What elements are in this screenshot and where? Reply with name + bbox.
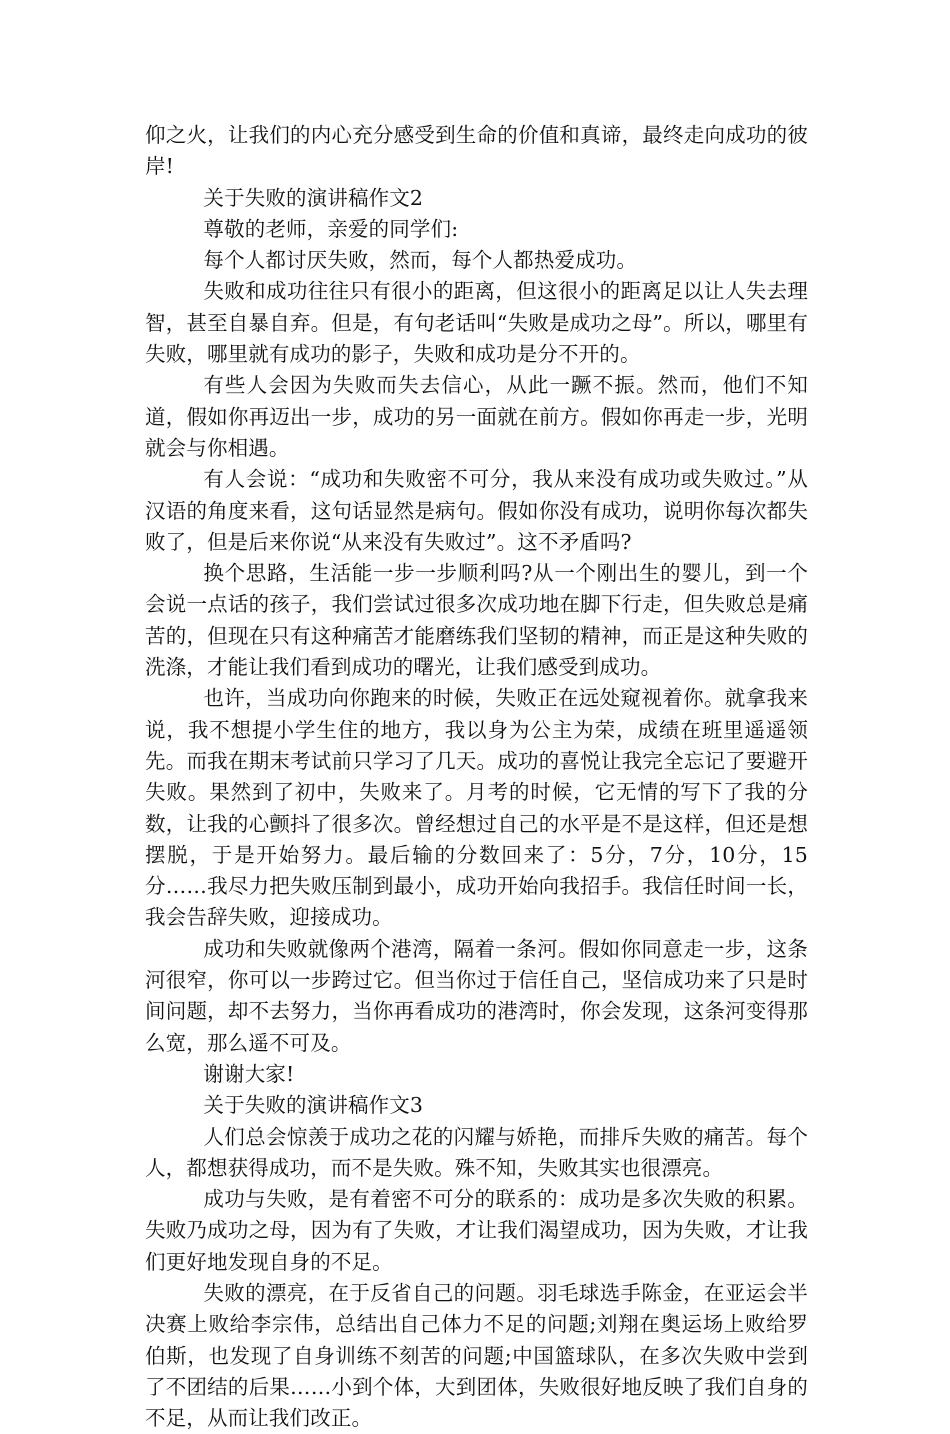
document-body — [145, 120, 808, 1434]
paragraph: 成功与失败，是有着密不可分的联系的：成功是多次失败的积累。失败乃成功之母，因为有了失败，才让我们渴望成功，因为失败，才让我们更好地发现自身的不足。 — [145, 1187, 808, 1274]
salutation: 尊敬的老师，亲爱的同学们: — [203, 216, 459, 241]
section-heading: 关于失败的演讲稿作文3 — [203, 1093, 424, 1118]
paragraph: 成功和失败就像两个港湾，隔着一条河。假如你同意走一步，这条河很窄，你可以一步跨过它。但当你过于信任自己，坚信成功来了只是时间问题，却不去努力，当你再看成功的港湾时，你会发现，这条河变得那么宽，那么遥不可及。 — [145, 936, 808, 1055]
paragraph: 有些人会因为失败而失去信心，从此一蹶不振。然而，他们不知道，假如你再迈出一步，成功的另一面就在前方。假如你再走一步，光明就会与你相遇。 — [145, 373, 808, 460]
paragraph: 失败的漂亮，在于反省自己的问题。羽毛球选手陈金，在亚运会半决赛上败给李宗伟，总结出自己体力不足的问题;刘翔在奥运场上败给罗伯斯，也发现了自身训练不刻苦的问题;中国篮球队，在多次失败中尝到了不团结的后果……小到个体，大到团体，失败很好地反映了我们自身的不足，从而让我们改正。 — [145, 1280, 808, 1431]
section-heading: 关于失败的演讲稿作文2 — [203, 185, 424, 210]
paragraph: 换个思路，生活能一步一步顺利吗?从一个刚出生的婴儿，到一个会说一点话的孩子，我们尝试过很多次成功地在脚下行走，但失败总是痛苦的，但现在只有这种痛苦才能磨练我们坚韧的精神，而正是这种失败的洗涤，才能让我们看到成功的曙光，让我们感受到成功。 — [145, 561, 808, 680]
paragraph: 仰之火，让我们的内心充分感受到生命的价值和真谛，最终走向成功的彼岸! — [145, 123, 808, 179]
paragraph: 每个人都讨厌失败，然而，每个人都热爱成功。 — [203, 248, 638, 273]
closing-line: 谢谢大家! — [203, 1061, 295, 1086]
paragraph: 有人会说：“成功和失败密不可分，我从来没有成功或失败过。”从汉语的角度来看，这句话显然是病句。假如你没有成功，说明你每次都失败了，但是后来你说“从来没有失败过”。这不矛盾吗? — [145, 467, 808, 554]
paragraph: 失败和成功往往只有很小的距离，但这很小的距离足以让人失去理智，甚至自暴自弃。但是，有句老话叫“失败是成功之母”。所以，哪里有失败，哪里就有成功的影子，失败和成功是分不开的。 — [145, 279, 808, 367]
paragraph: 人们总会惊羡于成功之花的闪耀与娇艳，而排斥失败的痛苦。每个人，都想获得成功，而不是失败。殊不知，失败其实也很漂亮。 — [145, 1124, 808, 1180]
paragraph: 也许，当成功向你跑来的时候，失败正在远处窥视着你。就拿我来说，我不想提小学生住的地方，我以身为公主为荣，成绩在班里遥遥领先。而我在期末考试前只学习了几天。成功的喜悦让我完全忘记了要避开失败。果然到了初中，失败来了。月考的时候，它无情的写下了我的分数，让我的心颤抖了很多次。曾经想过自己的水平是不是这样，但还是想摆脱，于是开始努力。最后输的分数回来了：5分，7分，10分，15分……我尽力把失败压制到最小，成功开始向我招手。我信任时间一长，我会告辞失败，迎接成功。 — [145, 686, 808, 930]
